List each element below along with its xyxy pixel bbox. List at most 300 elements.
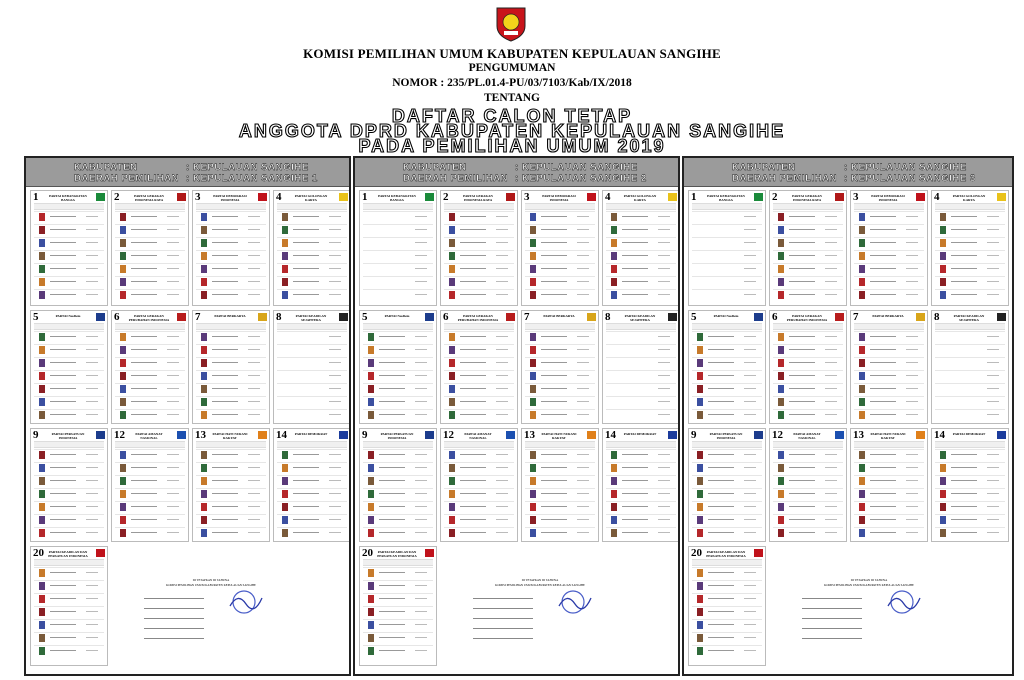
- candidate-name-line: [622, 281, 648, 282]
- candidate-row: [277, 501, 347, 512]
- candidate-info-line: [658, 216, 670, 217]
- candidate-info-line: [329, 362, 341, 363]
- candidate-photo: [120, 464, 126, 472]
- party-number: 7: [853, 311, 859, 323]
- party-name: PARTAI BERKARYA: [872, 314, 904, 318]
- candidate-name-line: [622, 532, 648, 533]
- candidate-info-line: [744, 336, 756, 337]
- candidate-name-line: [951, 467, 977, 468]
- commissioner-line: [802, 628, 862, 629]
- candidate-name-line: [708, 375, 734, 376]
- signature-place: DI TETAPKAN DI TAHUNA: [521, 578, 559, 582]
- candidate-name-line: [131, 294, 157, 295]
- candidate-row: [525, 514, 595, 525]
- candidate-photo: [449, 490, 455, 498]
- candidate-photo: [201, 278, 207, 286]
- candidate-info-line: [744, 585, 756, 586]
- candidate-row: [115, 475, 185, 486]
- table-header: [935, 441, 1005, 448]
- candidate-name-line: [870, 349, 896, 350]
- candidate-name-line: [460, 362, 486, 363]
- candidate-row: [692, 514, 762, 525]
- candidate-photo: [449, 411, 455, 419]
- candidate-row: [606, 370, 676, 381]
- candidate-info-line: [577, 336, 589, 337]
- candidate-name-line: [789, 480, 815, 481]
- candidate-name-line: [379, 598, 405, 599]
- candidate-row: [363, 344, 433, 355]
- candidate-name-line: [951, 532, 977, 533]
- candidate-info-line: [825, 281, 837, 282]
- candidate-photo: [530, 278, 536, 286]
- candidate-info-line: [496, 493, 508, 494]
- candidate-info-line: [577, 388, 589, 389]
- candidate-row: [196, 396, 266, 407]
- candidate-row: [854, 211, 924, 222]
- party-name: PARTAI NasDem: [55, 314, 81, 318]
- candidate-info-line: [744, 467, 756, 468]
- candidate-info-line: [415, 362, 427, 363]
- candidate-info-line: [744, 493, 756, 494]
- party-sheet: [769, 190, 847, 306]
- candidate-info-line: [906, 229, 918, 230]
- candidate-row: [854, 409, 924, 420]
- candidate-row: [277, 514, 347, 525]
- candidate-name-line: [379, 349, 405, 350]
- candidate-row: [34, 619, 104, 630]
- candidate-photo: [697, 516, 703, 524]
- candidate-row: [692, 224, 762, 235]
- table-header: [115, 323, 185, 330]
- candidate-row: [854, 276, 924, 287]
- party-name: PARTAI GERAKAN PERUBAHAN INDONESIA: [786, 314, 828, 322]
- party-number: 20: [691, 547, 702, 559]
- candidate-name-line: [708, 637, 734, 638]
- candidate-row: [692, 331, 762, 342]
- candidate-row: [444, 344, 514, 355]
- candidate-info-line: [744, 637, 756, 638]
- candidate-info-line: [744, 242, 756, 243]
- party-sheet: [192, 310, 270, 424]
- candidate-info-line: [329, 242, 341, 243]
- candidate-name-line: [50, 650, 76, 651]
- candidate-name-line: [789, 375, 815, 376]
- candidate-photo: [120, 490, 126, 498]
- party-number: 14: [934, 429, 945, 441]
- party-logo-icon: [177, 193, 186, 201]
- candidate-photo: [859, 213, 865, 221]
- candidate-photo: [449, 464, 455, 472]
- candidate-row: [935, 237, 1005, 248]
- candidate-info-line: [987, 519, 999, 520]
- candidate-row: [525, 331, 595, 342]
- candidate-info-line: [658, 480, 670, 481]
- table-header: [34, 559, 104, 566]
- party-name: PARTAI KEADILAN DAN PERSATUAN INDONESIA: [48, 550, 88, 558]
- candidate-name-line: [541, 454, 567, 455]
- party-number: 5: [691, 311, 697, 323]
- candidate-row: [773, 237, 843, 248]
- candidate-row: [115, 449, 185, 460]
- party-sheet: [273, 310, 351, 424]
- candidate-info-line: [329, 493, 341, 494]
- candidate-photo: [39, 503, 45, 511]
- candidate-info-line: [906, 532, 918, 533]
- candidate-row: [196, 250, 266, 261]
- candidate-row: [277, 475, 347, 486]
- candidate-name-line: [460, 349, 486, 350]
- candidate-photo: [859, 398, 865, 406]
- candidate-photo: [940, 490, 946, 498]
- candidate-photo: [201, 503, 207, 511]
- kpu-logo: [494, 4, 528, 42]
- candidate-photo: [368, 608, 374, 616]
- commissioner-line: [144, 608, 204, 609]
- candidate-row: [444, 211, 514, 222]
- candidate-photo: [368, 464, 374, 472]
- candidate-info-line: [825, 467, 837, 468]
- candidate-row: [854, 370, 924, 381]
- party-name: PARTAI PERSATUAN INDONESIA: [380, 432, 414, 440]
- candidate-row: [606, 263, 676, 274]
- candidate-info-line: [248, 480, 260, 481]
- party-sheet: [359, 428, 437, 542]
- candidate-name-line: [870, 532, 896, 533]
- candidate-info-line: [906, 336, 918, 337]
- candidate-name-line: [460, 493, 486, 494]
- candidate-info-line: [658, 506, 670, 507]
- party-name: PARTAI GOLONGAN KARYA: [952, 194, 986, 202]
- party-logo-icon: [587, 313, 596, 321]
- candidate-row: [773, 501, 843, 512]
- candidate-info-line: [825, 229, 837, 230]
- candidate-row: [196, 344, 266, 355]
- signature-place: DI TETAPKAN DI TAHUNA: [850, 578, 888, 582]
- candidate-name-line: [789, 506, 815, 507]
- candidate-name-line: [379, 414, 405, 415]
- candidate-row: [196, 224, 266, 235]
- candidate-photo: [859, 226, 865, 234]
- candidate-info-line: [825, 294, 837, 295]
- candidate-photo: [39, 265, 45, 273]
- candidate-row: [277, 211, 347, 222]
- candidate-photo: [120, 226, 126, 234]
- candidate-row: [363, 276, 433, 287]
- candidate-row: [854, 224, 924, 235]
- candidate-photo: [940, 252, 946, 260]
- commissioner-line: [473, 628, 533, 629]
- dapil-label: DAERAH PEMILIHAN: [403, 173, 509, 184]
- table-header: [854, 323, 924, 330]
- candidate-name-line: [708, 572, 734, 573]
- candidate-photo: [611, 529, 617, 537]
- candidate-photo: [120, 359, 126, 367]
- candidate-info-line: [577, 519, 589, 520]
- candidate-photo: [449, 451, 455, 459]
- candidate-name-line: [212, 349, 238, 350]
- candidate-name-line: [951, 255, 977, 256]
- candidate-name-line: [870, 294, 896, 295]
- dapil-value: : KEPULAUAN SANGIHE 1: [186, 173, 318, 184]
- candidate-name-line: [293, 519, 319, 520]
- candidate-info-line: [167, 467, 179, 468]
- candidate-photo: [201, 398, 207, 406]
- candidate-info-line: [496, 216, 508, 217]
- party-logo-icon: [835, 431, 844, 439]
- candidate-name-line: [541, 216, 567, 217]
- candidate-photo: [201, 529, 207, 537]
- party-sheet: [688, 546, 766, 666]
- candidate-photo: [859, 411, 865, 419]
- candidate-photo: [530, 464, 536, 472]
- candidate-photo: [859, 239, 865, 247]
- candidate-photo: [778, 213, 784, 221]
- candidate-name-line: [708, 454, 734, 455]
- candidate-photo: [778, 265, 784, 273]
- dapil-panel-3: [682, 156, 1014, 676]
- candidate-row: [34, 250, 104, 261]
- candidate-info-line: [496, 336, 508, 337]
- candidate-row: [115, 263, 185, 274]
- panel-header: [684, 158, 1012, 187]
- candidate-row: [34, 344, 104, 355]
- candidate-row: [34, 276, 104, 287]
- candidate-name-line: [708, 624, 734, 625]
- candidate-info-line: [658, 268, 670, 269]
- candidate-name-line: [460, 268, 486, 269]
- candidate-row: [935, 289, 1005, 300]
- candidate-info-line: [744, 598, 756, 599]
- candidate-name-line: [379, 401, 405, 402]
- candidate-photo: [201, 239, 207, 247]
- candidate-name-line: [212, 362, 238, 363]
- candidate-info-line: [825, 506, 837, 507]
- candidate-info-line: [329, 480, 341, 481]
- table-header: [525, 323, 595, 330]
- candidate-info-line: [496, 255, 508, 256]
- commissioner-line: [802, 618, 862, 619]
- candidate-row: [854, 237, 924, 248]
- candidate-info-line: [86, 294, 98, 295]
- candidate-name-line: [460, 281, 486, 282]
- candidate-row: [854, 250, 924, 261]
- candidate-name-line: [50, 598, 76, 599]
- candidate-info-line: [248, 414, 260, 415]
- candidate-info-line: [987, 242, 999, 243]
- candidate-info-line: [86, 480, 98, 481]
- table-header: [525, 203, 595, 210]
- candidate-info-line: [906, 255, 918, 256]
- candidate-row: [196, 462, 266, 473]
- candidate-info-line: [415, 242, 427, 243]
- candidate-info-line: [577, 362, 589, 363]
- table-header: [606, 203, 676, 210]
- candidate-name-line: [212, 375, 238, 376]
- main-title-line3: PADA PEMILIHAN UMUM 2019: [358, 136, 666, 156]
- candidate-row: [363, 567, 433, 578]
- candidate-info-line: [906, 349, 918, 350]
- party-number: 13: [853, 429, 864, 441]
- candidate-name-line: [50, 519, 76, 520]
- candidate-info-line: [906, 506, 918, 507]
- table-header: [277, 323, 347, 330]
- candidate-row: [606, 527, 676, 538]
- candidate-name-line: [708, 349, 734, 350]
- candidate-photo: [778, 477, 784, 485]
- candidate-row: [277, 488, 347, 499]
- candidate-row: [34, 593, 104, 604]
- candidate-info-line: [415, 506, 427, 507]
- candidate-info-line: [496, 506, 508, 507]
- candidate-row: [277, 449, 347, 460]
- candidate-photo: [859, 252, 865, 260]
- candidate-photo: [39, 372, 45, 380]
- candidate-photo: [611, 464, 617, 472]
- main-title-line1: DAFTAR CALON TETAP: [391, 106, 633, 126]
- party-logo-icon: [96, 313, 105, 321]
- party-sheet: [192, 428, 270, 542]
- candidate-row: [606, 462, 676, 473]
- candidate-info-line: [329, 268, 341, 269]
- candidate-row: [935, 331, 1005, 342]
- candidate-name-line: [212, 255, 238, 256]
- candidate-row: [854, 344, 924, 355]
- candidate-info-line: [415, 336, 427, 337]
- candidate-name-line: [131, 216, 157, 217]
- candidate-photo: [940, 451, 946, 459]
- candidate-name-line: [212, 493, 238, 494]
- candidate-photo: [39, 359, 45, 367]
- candidate-photo: [282, 226, 288, 234]
- party-sheet: [688, 190, 766, 306]
- candidate-name-line: [622, 294, 648, 295]
- dapil-label: DAERAH PEMILIHAN: [732, 173, 838, 184]
- candidate-row: [196, 383, 266, 394]
- candidate-name-line: [460, 532, 486, 533]
- candidate-photo: [778, 252, 784, 260]
- candidate-row: [363, 593, 433, 604]
- kabupaten-label: KABUPATEN: [403, 162, 467, 173]
- candidate-name-line: [789, 362, 815, 363]
- candidate-photo: [778, 291, 784, 299]
- candidate-photo: [778, 503, 784, 511]
- candidate-info-line: [496, 229, 508, 230]
- candidate-info-line: [744, 362, 756, 363]
- candidate-name-line: [50, 480, 76, 481]
- kabupaten-label: KABUPATEN: [74, 162, 138, 173]
- candidate-name-line: [379, 611, 405, 612]
- candidate-photo: [778, 490, 784, 498]
- candidate-row: [935, 250, 1005, 261]
- candidate-info-line: [415, 281, 427, 282]
- party-logo-icon: [997, 193, 1006, 201]
- candidate-row: [606, 331, 676, 342]
- candidate-info-line: [906, 216, 918, 217]
- candidate-name-line: [541, 268, 567, 269]
- candidate-name-line: [541, 349, 567, 350]
- candidate-photo: [39, 252, 45, 260]
- candidate-photo: [120, 333, 126, 341]
- party-name: PARTAI GERAKAN INDONESIA RAYA: [792, 194, 822, 202]
- candidate-info-line: [248, 242, 260, 243]
- candidate-info-line: [658, 467, 670, 468]
- candidate-name-line: [870, 493, 896, 494]
- candidate-photo: [368, 372, 374, 380]
- candidate-info-line: [86, 611, 98, 612]
- candidate-photo: [611, 239, 617, 247]
- candidate-name-line: [50, 493, 76, 494]
- candidate-photo: [120, 252, 126, 260]
- party-name: PARTAI GERAKAN INDONESIA RAYA: [134, 194, 164, 202]
- candidate-row: [196, 409, 266, 420]
- table-header: [692, 559, 762, 566]
- candidate-photo: [282, 278, 288, 286]
- party-logo-icon: [177, 431, 186, 439]
- candidate-row: [363, 501, 433, 512]
- candidate-name-line: [951, 281, 977, 282]
- party-number: 6: [114, 311, 120, 323]
- party-logo-icon: [425, 431, 434, 439]
- candidate-row: [935, 344, 1005, 355]
- candidate-row: [692, 383, 762, 394]
- candidate-photo: [611, 503, 617, 511]
- candidate-info-line: [825, 388, 837, 389]
- party-name: PARTAI BERKARYA: [214, 314, 246, 318]
- candidate-name-line: [379, 362, 405, 363]
- candidate-row: [854, 462, 924, 473]
- candidate-name-line: [212, 336, 238, 337]
- party-logo-icon: [997, 431, 1006, 439]
- party-number: 9: [33, 429, 39, 441]
- party-logo-icon: [668, 313, 677, 321]
- candidate-info-line: [329, 349, 341, 350]
- candidate-name-line: [541, 506, 567, 507]
- candidate-photo: [282, 213, 288, 221]
- candidate-info-line: [329, 519, 341, 520]
- kabupaten-label: KABUPATEN: [732, 162, 796, 173]
- candidate-name-line: [131, 362, 157, 363]
- candidate-name-line: [541, 255, 567, 256]
- candidate-photo: [120, 398, 126, 406]
- candidate-photo: [368, 346, 374, 354]
- candidate-row: [525, 370, 595, 381]
- candidate-row: [773, 462, 843, 473]
- party-sheet: [440, 310, 518, 424]
- candidate-info-line: [248, 493, 260, 494]
- candidate-info-line: [329, 336, 341, 337]
- candidate-info-line: [825, 268, 837, 269]
- candidate-row: [196, 527, 266, 538]
- party-name: PARTAI GERAKAN PERUBAHAN INDONESIA: [128, 314, 170, 322]
- candidate-row: [935, 488, 1005, 499]
- candidate-photo: [530, 411, 536, 419]
- candidate-info-line: [744, 611, 756, 612]
- dapil-panel-2: [353, 156, 680, 676]
- candidate-info-line: [987, 255, 999, 256]
- party-sheet: [359, 546, 437, 666]
- candidate-info-line: [744, 650, 756, 651]
- candidate-row: [444, 237, 514, 248]
- candidate-photo: [201, 359, 207, 367]
- kabupaten-value: : KEPULAUAN SANGIHE: [186, 162, 309, 173]
- candidate-photo: [940, 239, 946, 247]
- candidate-photo: [940, 464, 946, 472]
- candidate-photo: [611, 477, 617, 485]
- candidate-photo: [39, 278, 45, 286]
- candidate-info-line: [825, 336, 837, 337]
- candidate-info-line: [86, 216, 98, 217]
- party-logo-icon: [587, 431, 596, 439]
